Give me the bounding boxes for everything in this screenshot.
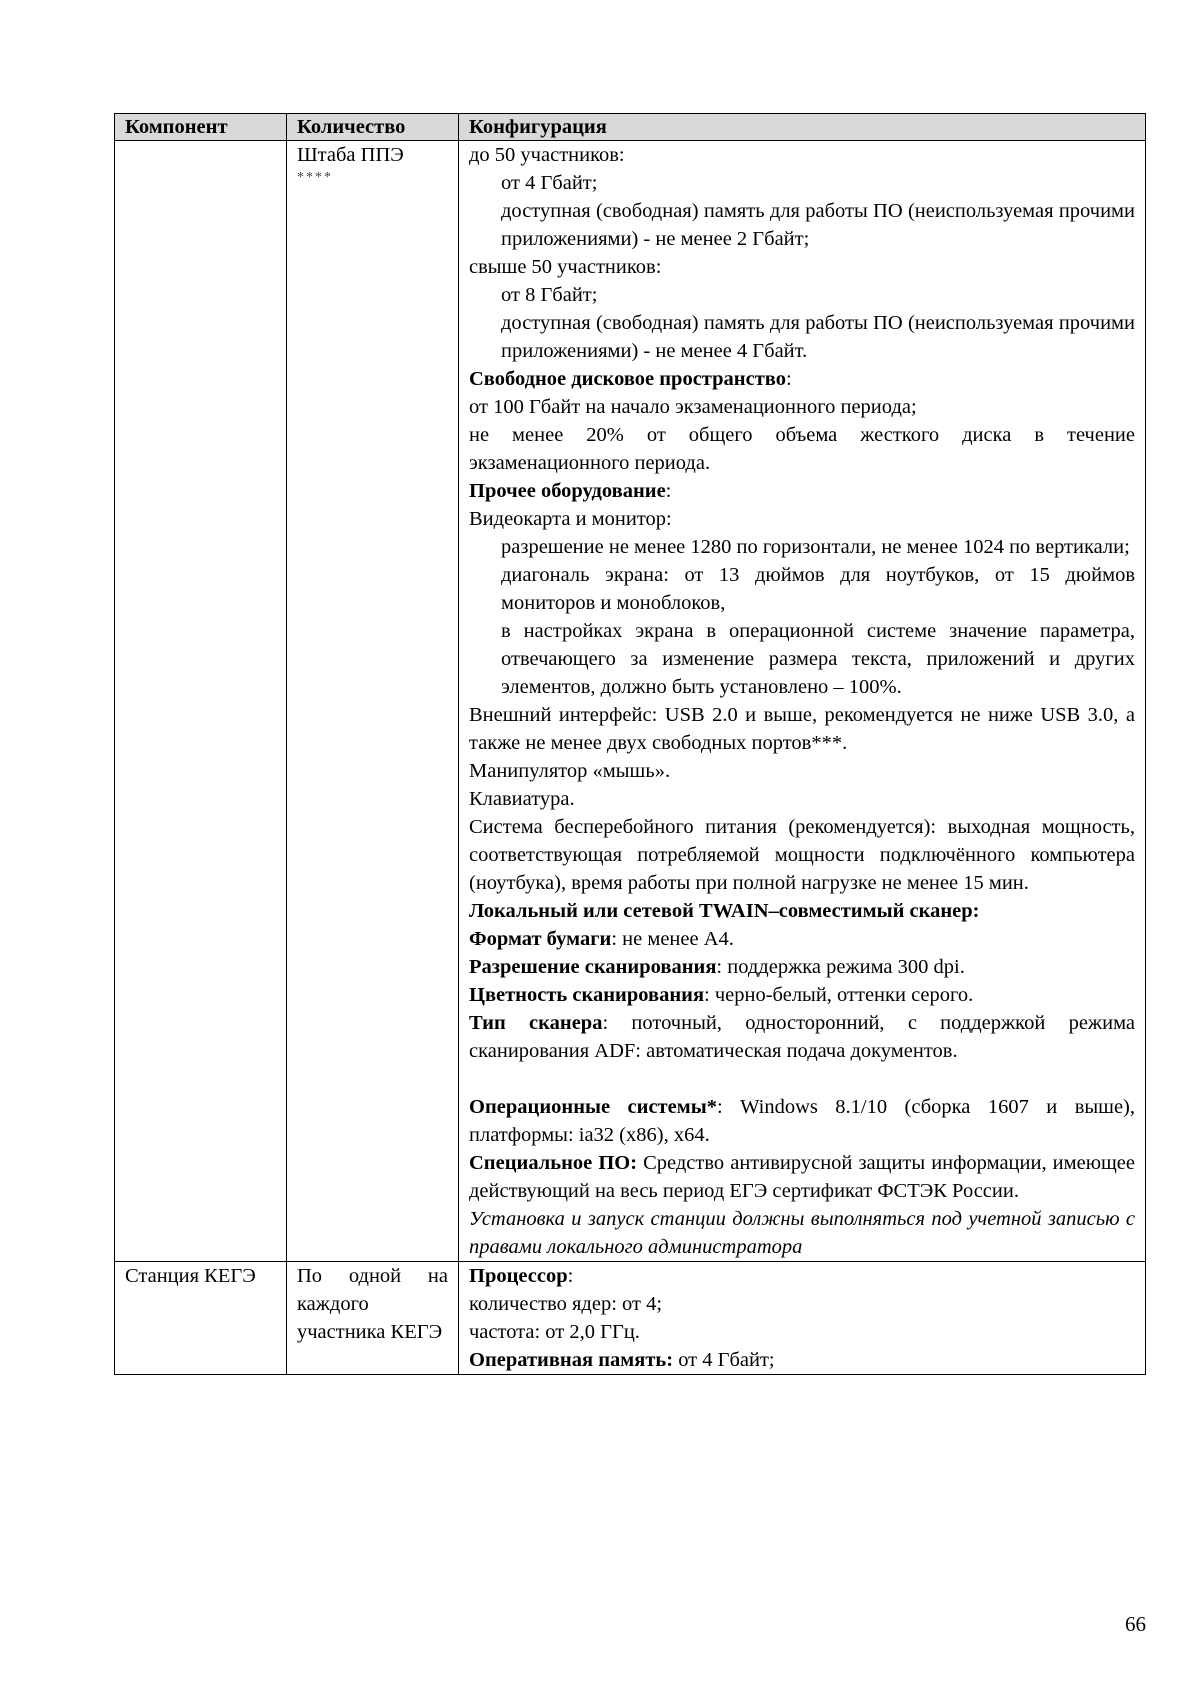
- config-text: доступная (свободная) память для работы ПО (неиспользуемая прочими приложениями) - не менее 4 Гбайт.: [501, 312, 1135, 362]
- config-text: от 4 Гбайт;: [501, 172, 598, 194]
- config-line: [469, 309, 1135, 365]
- config-line: [469, 1290, 1135, 1318]
- config-line: [469, 785, 1135, 813]
- config-line: [469, 561, 1135, 617]
- config-line: [469, 813, 1135, 897]
- config-line: [469, 617, 1135, 701]
- config-line: [469, 365, 1135, 393]
- config-text: Манипулятор «мышь».: [469, 760, 671, 782]
- config-text: количество ядер: от 4;: [469, 1293, 663, 1315]
- config-line: [469, 141, 1135, 169]
- config-line: [469, 421, 1135, 477]
- config-text: Клавиатура.: [469, 788, 575, 810]
- config-line: [469, 281, 1135, 309]
- config-line: [469, 981, 1135, 1009]
- config-text: Внешний интерфейс: USB 2.0 и выше, рекомендуется не ниже USB 3.0, а также не менее двух свободных портов***.: [469, 704, 1135, 754]
- config-term: Оперативная память:: [469, 1349, 674, 1371]
- config-line: [469, 1205, 1135, 1261]
- config-text: частота: от 2,0 ГГц.: [469, 1321, 640, 1343]
- config-text: в настройках экрана в операционной системе значение параметра, отвечающего за изменение размера текста, приложений и других элементов, должно быть установлено – 100%.: [501, 620, 1135, 698]
- row1-component: [115, 141, 287, 1262]
- config-text: : поточный, односторонний, с поддержкой режима сканирования ADF: автоматическая подача документов.: [469, 1012, 1135, 1062]
- config-text: : черно-белый, оттенки серого.: [704, 984, 974, 1006]
- row1-quantity-footnote: ****: [297, 170, 333, 185]
- page-number: 66: [1125, 1612, 1146, 1636]
- config-term: Операционные системы*: [469, 1096, 717, 1118]
- config-line: [469, 897, 1135, 925]
- config-text: до 50 участников:: [469, 144, 625, 166]
- config-text: диагональ экрана: от 13 дюймов для ноутбуков, от 15 дюймов мониторов и моноблоков,: [501, 564, 1135, 614]
- config-line: [469, 757, 1135, 785]
- config-term: Процессор: [469, 1265, 568, 1287]
- config-term: Свободное дисковое пространство: [469, 368, 786, 390]
- config-text: Видеокарта и монитор:: [469, 508, 672, 530]
- config-text: Система бесперебойного питания (рекомендуется): выходная мощность, соответствующая потребляемой мощности подключённого компьютера (ноутбука), время работы при полной нагрузке не менее 15 мин.: [469, 816, 1135, 894]
- config-text: :: [567, 1265, 574, 1287]
- config-text: от 4 Гбайт;: [673, 1349, 775, 1371]
- config-line: [469, 477, 1135, 505]
- config-line: [469, 701, 1135, 757]
- config-line: [469, 393, 1135, 421]
- config-line: [469, 533, 1135, 561]
- config-term: Тип сканера: [469, 1012, 603, 1034]
- config-line: [469, 953, 1135, 981]
- row1-quantity-cell: [287, 141, 459, 1262]
- table-row: [115, 1262, 1146, 1375]
- config-line: [469, 1093, 1135, 1149]
- config-text: : поддержка режима 300 dpi.: [716, 956, 965, 978]
- config-text: доступная (свободная) память для работы ПО (неиспользуемая прочими приложениями) - не менее 2 Гбайт;: [501, 200, 1135, 250]
- config-line: [469, 169, 1135, 197]
- config-line: [469, 1009, 1135, 1065]
- row1-config: [459, 141, 1146, 1262]
- row2-config: [459, 1262, 1146, 1375]
- config-term: Разрешение сканирования: [469, 956, 717, 978]
- row2-component: Станция КЕГЭ: [115, 1262, 287, 1375]
- config-term: Локальный или сетевой TWAIN–совместимый сканер:: [469, 900, 980, 922]
- spec-table: [114, 113, 1146, 1375]
- config-text: :: [785, 368, 792, 390]
- header-component: Компонент: [115, 114, 287, 141]
- config-note: Установка и запуск станции должны выполняться под учетной записью с правами локального администратора: [469, 1208, 1135, 1258]
- config-line: [469, 253, 1135, 281]
- config-term: Формат бумаги: [469, 928, 612, 950]
- config-text: : Windows 8.1/10 (сборка 1607 и выше), платформы: ia32 (x86), x64.: [469, 1096, 1135, 1146]
- table-row: [115, 141, 1146, 1262]
- config-text: от 100 Гбайт на начало экзаменационного периода;: [469, 396, 917, 418]
- config-line: [469, 1318, 1135, 1346]
- config-line: [469, 1149, 1135, 1205]
- config-text: не менее 20% от общего объема жесткого диска в течение экзаменационного периода.: [469, 424, 1135, 474]
- config-line: [469, 1346, 1135, 1374]
- config-line: [469, 925, 1135, 953]
- row2-quantity: По одной на каждого участника КЕГЭ: [287, 1262, 459, 1375]
- table-header-row: [115, 114, 1146, 141]
- config-line: [469, 1262, 1135, 1290]
- config-term: Прочее оборудование: [469, 480, 666, 502]
- config-line: [469, 197, 1135, 253]
- config-line: [469, 505, 1135, 533]
- header-configuration: Конфигурация: [459, 114, 1146, 141]
- config-text: от 8 Гбайт;: [501, 284, 598, 306]
- row1-quantity: Штаба ППЭ: [297, 144, 404, 166]
- header-quantity: Количество: [287, 114, 459, 141]
- config-term: Цветность сканирования: [469, 984, 705, 1006]
- config-text: свыше 50 участников:: [469, 256, 662, 278]
- config-text: Средство антивирусной защиты информации, имеющее действующий на весь период ЕГЭ сертификат ФСТЭК России.: [469, 1152, 1135, 1202]
- config-term: Специальное ПО:: [469, 1152, 638, 1174]
- config-text: :: [665, 480, 672, 502]
- config-text: разрешение не менее 1280 по горизонтали, не менее 1024 по вертикали;: [501, 536, 1130, 558]
- config-text: : не менее А4.: [611, 928, 734, 950]
